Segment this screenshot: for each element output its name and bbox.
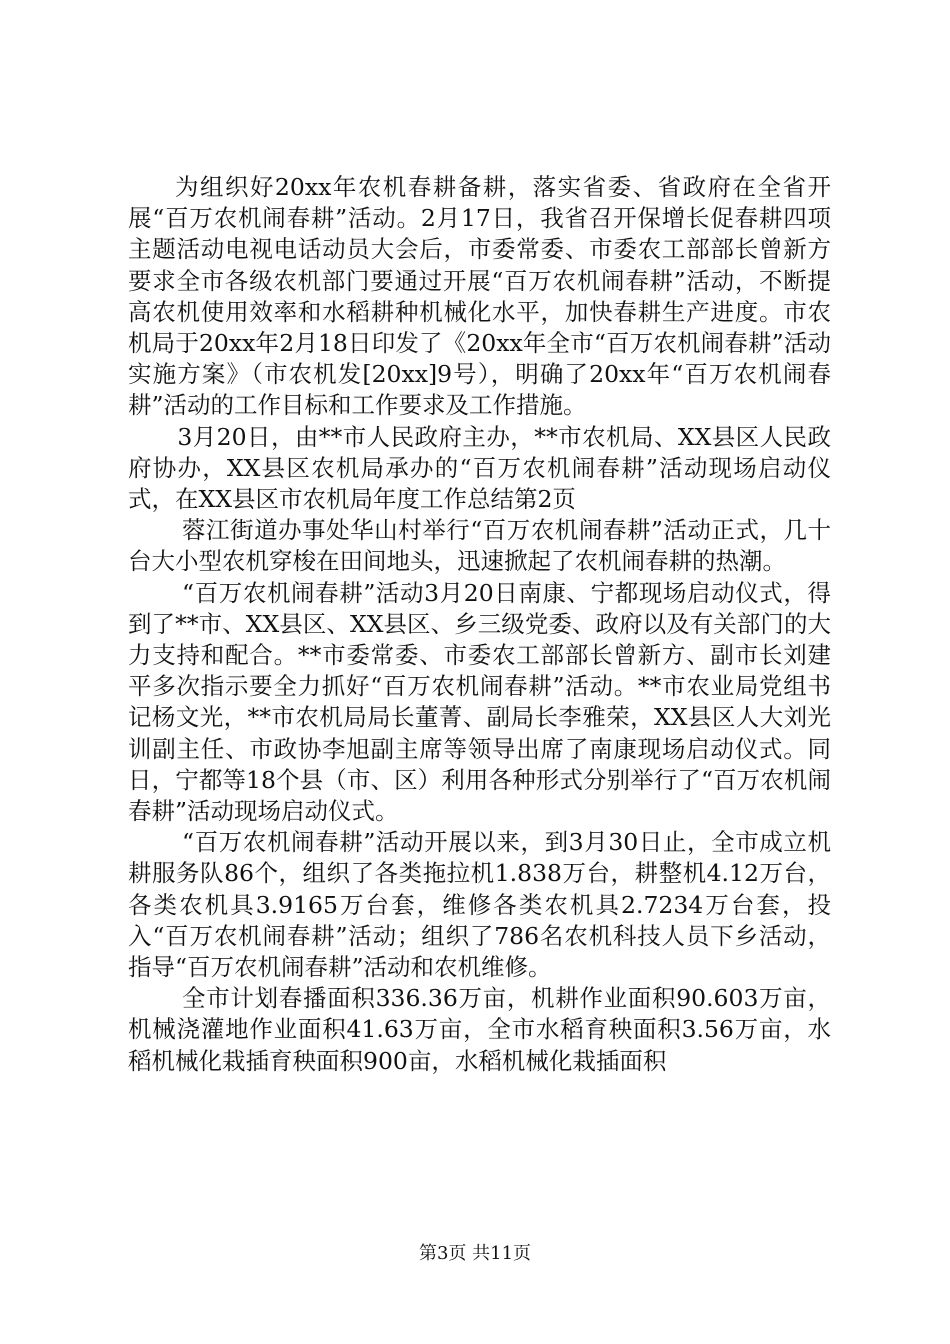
paragraph-5: “百万农机闹春耕”活动开展以来，到3月30日止，全市成立机耕服务队86个，组织了各类拖拉机1.838万台，耕整机4.12万台，各类农机具3.9165万台套，维修各类农机具2.7234万台套，投入“百万农机闹春耕”活动；组织了786名农机科技人员下乡活动，指导“百万农机闹春耕”活动和农机维修。 bbox=[128, 828, 831, 982]
document-body bbox=[128, 172, 831, 1077]
paragraph-6: 全市计划春播面积336.36万亩，机耕作业面积90.603万亩，机械浇灌地作业面积41.63万亩，全市水稻育秧面积3.56万亩，水稻机械化栽插育秧面积900亩，水稻机械化栽插面积 bbox=[128, 984, 831, 1075]
paragraph-1: 为组织好20xx年农机春耕备耕，落实省委、省政府在全省开展“百万农机闹春耕”活动。2月17日，我省召开保增长促春耕四项主题活动电视电话动员大会后，市委常委、市委农工部部长曾新方要求全市各级农机部门要通过开展“百万农机闹春耕”活动，不断提高农机使用效率和水稻耕种机械化水平，加快春耕生产进度。市农机局于20xx年2月18日印发了《20xx年全市“百万农机闹春耕”活动实施方案》（市农机发[20xx]9号），明确了20xx年“百万农机闹春耕”活动的工作目标和工作要求及工作措施。 bbox=[128, 173, 831, 420]
paragraph-3: 蓉江街道办事处华山村举行“百万农机闹春耕”活动正式，几十台大小型农机穿梭在田间地头，迅速掀起了农机闹春耕的热潮。 bbox=[128, 516, 831, 576]
paragraph-4: “百万农机闹春耕”活动3月20日南康、宁都现场启动仪式，得到了**市、XX县区、XX县区、乡三级党委、政府以及有关部门的大力支持和配合。**市委常委、市委农工部部长曾新方、副市长刘建平多次指示要全力抓好“百万农机闹春耕”活动。**市农业局党组书记杨文光，**市农机局局长董菁、副局长李雅荣，XX县区人大刘光训副主任、市政协李旭副主席等领导出席了南康现场启动仪式。同日，宁都等18个县（市、区）利用各种形式分别举行了“百万农机闹春耕”活动现场启动仪式。 bbox=[128, 578, 831, 826]
paragraph-2: 3月20日，由**市人民政府主办，**市农机局、XX县区人民政府协办，XX县区农机局承办的“百万农机闹春耕”活动现场启动仪式，在XX县区市农机局年度工作总结第2页 bbox=[128, 422, 831, 514]
page-footer: 第3页 共11页 bbox=[418, 1243, 532, 1264]
